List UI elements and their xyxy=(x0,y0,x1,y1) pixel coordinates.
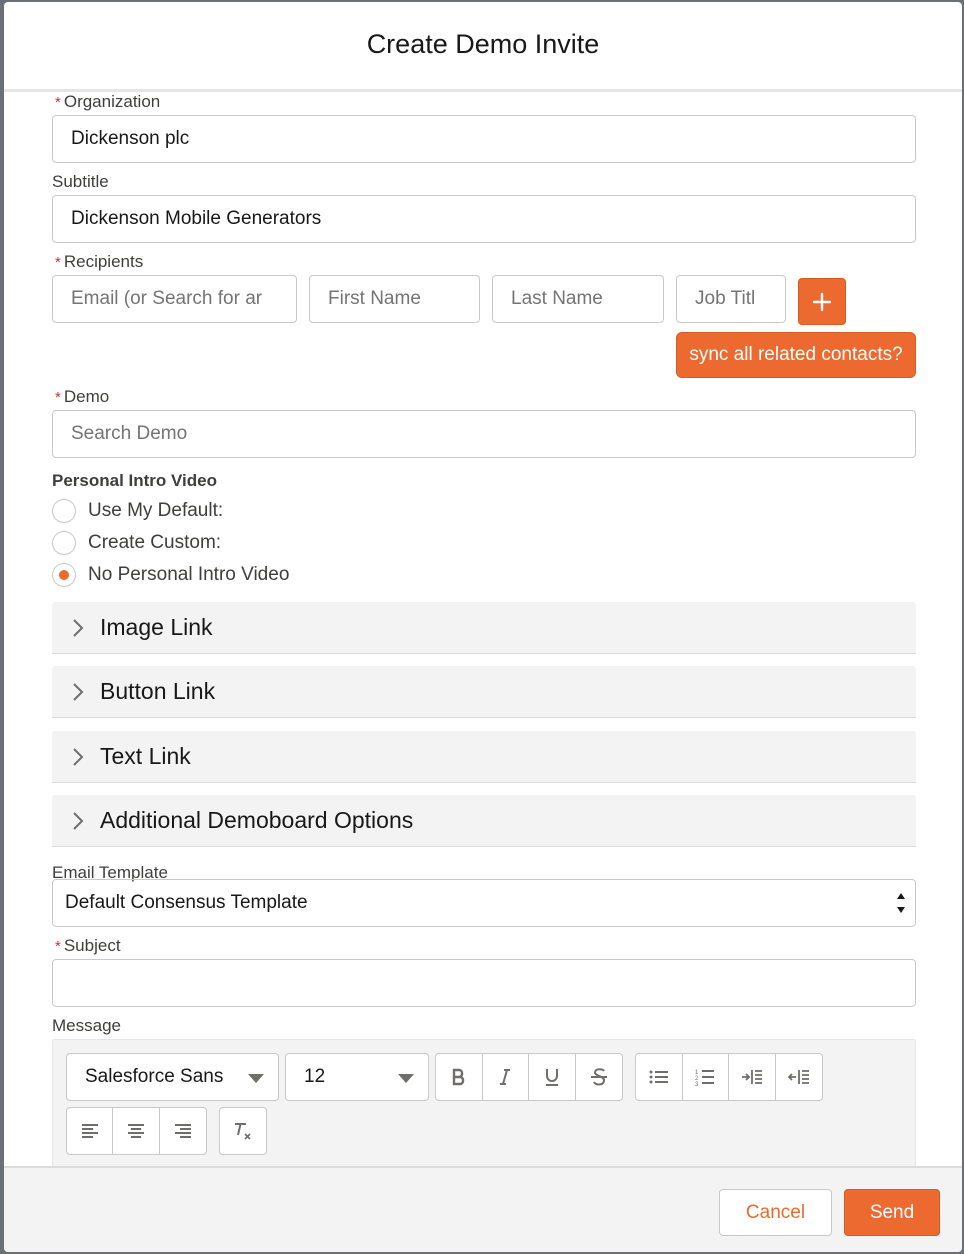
message-label: Message xyxy=(52,1016,121,1035)
add-recipient-button[interactable] xyxy=(798,278,846,325)
sync-related-contacts-button[interactable]: sync all related contacts? xyxy=(676,332,916,378)
demo-search-input[interactable]: Search Demo xyxy=(52,410,916,458)
subtitle-label: Subtitle xyxy=(52,172,109,191)
email-template-select[interactable] xyxy=(52,879,916,927)
modal-title: Create Demo Invite xyxy=(366,29,600,59)
font-size-dropdown[interactable]: 12 xyxy=(285,1053,429,1101)
numbered-list-icon[interactable] xyxy=(683,1054,730,1100)
font-family-dropdown[interactable]: Salesforce Sans xyxy=(66,1053,279,1101)
organization-input[interactable]: Dickenson plc xyxy=(52,115,916,163)
email-template-label: Email Template xyxy=(52,863,168,882)
recipient-email-input[interactable]: Email (or Search for ar xyxy=(52,275,297,323)
plus-icon xyxy=(812,292,832,312)
caret-down-icon xyxy=(248,1074,264,1083)
accordion-text-link[interactable]: Text Link xyxy=(52,731,916,783)
svg-text:1: 1 xyxy=(695,1070,699,1076)
align-button-group xyxy=(66,1107,207,1155)
clear-formatting-icon[interactable] xyxy=(220,1108,266,1154)
radio-use-my-default[interactable]: Use My Default: xyxy=(52,498,223,524)
chevron-right-icon xyxy=(68,618,88,638)
chevron-right-icon xyxy=(68,682,88,702)
send-button[interactable]: Send xyxy=(844,1189,940,1236)
radio-button[interactable] xyxy=(52,499,76,523)
modal-header xyxy=(4,2,962,92)
svg-text:3: 3 xyxy=(695,1082,699,1086)
radio-button[interactable] xyxy=(52,531,76,555)
radio-no-personal-intro-video[interactable]: No Personal Intro Video xyxy=(52,562,289,588)
radio-button-selected[interactable] xyxy=(52,563,76,587)
required-marker: * xyxy=(55,938,61,955)
organization-label: * Organization xyxy=(55,92,161,111)
accordion-button-link[interactable]: Button Link xyxy=(52,666,916,718)
subject-label: * Subject xyxy=(55,936,121,955)
recipients-label: * Recipients xyxy=(55,252,144,271)
chevron-right-icon xyxy=(68,747,88,767)
recipient-job-title-input[interactable]: Job Titl xyxy=(676,275,786,323)
subject-input[interactable] xyxy=(52,959,916,1007)
required-marker: * xyxy=(55,254,61,271)
align-left-icon[interactable] xyxy=(67,1108,113,1154)
cancel-button[interactable]: Cancel xyxy=(719,1189,832,1236)
format-button-group xyxy=(435,1053,623,1101)
italic-icon[interactable] xyxy=(483,1054,530,1100)
bold-icon[interactable] xyxy=(436,1054,483,1100)
required-marker: * xyxy=(55,389,61,406)
list-button-group xyxy=(635,1053,823,1101)
personal-intro-video-heading: Personal Intro Video xyxy=(52,471,218,490)
bulleted-list-icon[interactable] xyxy=(636,1054,683,1100)
create-demo-invite-modal xyxy=(4,2,962,1252)
align-center-icon[interactable] xyxy=(113,1108,159,1154)
svg-text:2: 2 xyxy=(695,1076,699,1082)
message-rich-text-editor xyxy=(52,1039,916,1169)
recipient-first-name-input[interactable]: First Name xyxy=(309,275,480,323)
strikethrough-icon[interactable] xyxy=(576,1054,622,1100)
demo-label: * Demo xyxy=(55,387,110,406)
modal-footer xyxy=(4,1166,962,1252)
radio-create-custom[interactable]: Create Custom: xyxy=(52,530,221,556)
recipient-last-name-input[interactable]: Last Name xyxy=(492,275,664,323)
chevron-right-icon xyxy=(68,811,88,831)
caret-down-icon xyxy=(398,1074,414,1083)
select-arrows-icon xyxy=(895,890,907,916)
align-right-icon[interactable] xyxy=(160,1108,206,1154)
subtitle-input[interactable]: Dickenson Mobile Generators xyxy=(52,195,916,243)
clear-formatting-button[interactable] xyxy=(219,1107,267,1155)
outdent-icon[interactable] xyxy=(776,1054,822,1100)
underline-icon[interactable] xyxy=(529,1054,576,1100)
indent-icon[interactable] xyxy=(729,1054,776,1100)
required-marker: * xyxy=(55,94,61,111)
accordion-image-link[interactable]: Image Link xyxy=(52,602,916,654)
email-template-selected-value: Default Consensus Template xyxy=(65,892,308,913)
accordion-additional-demoboard-options[interactable]: Additional Demoboard Options xyxy=(52,795,916,847)
